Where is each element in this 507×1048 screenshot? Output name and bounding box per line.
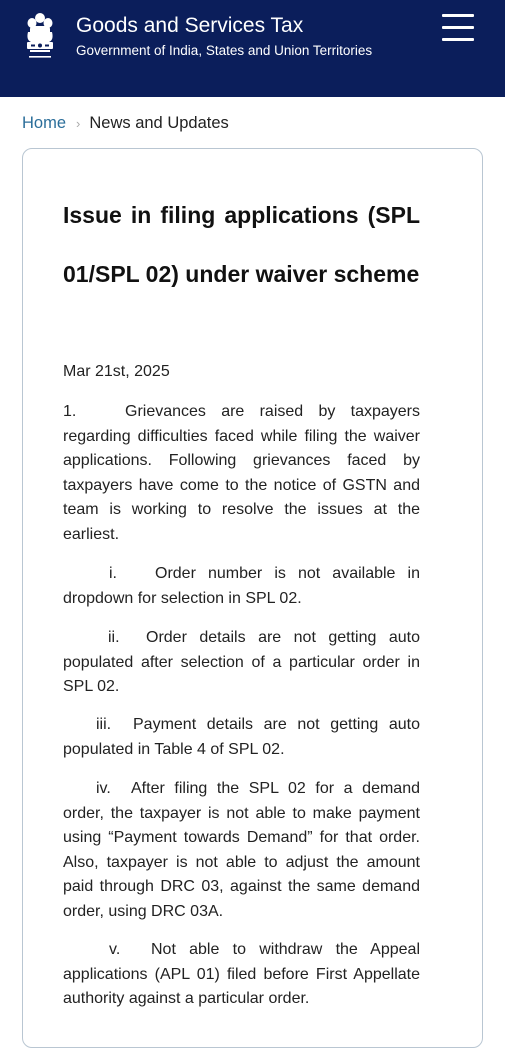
- breadcrumb-current: News and Updates: [89, 114, 229, 132]
- article-title: Issue in filing applications (SPL 01/SPL 02) under waiver scheme: [63, 202, 420, 287]
- grievance-text: After filing the SPL 02 for a demand order, the taxpayer is not able to make payment using “Payment towards Demand” for that order. Also, taxpayer is not able to adjust the amount paid through DRC 03, against the same demand order, using DRC 03A.: [63, 780, 420, 920]
- national-emblem-icon[interactable]: [22, 12, 58, 64]
- paragraph-marker: 1.: [63, 403, 77, 420]
- article-intro-paragraph: [63, 400, 420, 547]
- chevron-right-icon: ›: [76, 116, 81, 131]
- grievance-text: Order details are not getting auto populated after selection of a particular order in SPL 02.: [63, 629, 420, 695]
- hamburger-menu-icon[interactable]: [440, 12, 476, 44]
- grievance-marker: i.: [109, 565, 117, 582]
- grievance-item: [63, 938, 420, 1012]
- site-header: [0, 0, 505, 97]
- site-subtitle: Government of India, States and Union Territories: [76, 43, 373, 58]
- grievance-text: Order number is not available in dropdown for selection in SPL 02.: [63, 565, 420, 607]
- paragraph-text: Grievances are raised by taxpayers regarding difficulties faced while filing the waiver applications. Following grievances faced by taxpayers have come to the notice of GSTN and team is working to resolve the issues at the earliest.: [63, 403, 420, 543]
- grievance-item: [63, 777, 420, 924]
- breadcrumb: [22, 114, 229, 133]
- grievance-text: Not able to withdraw the Appeal applications (APL 01) filed before First Appellate authority against a particular order.: [63, 941, 420, 1007]
- grievance-marker: ii.: [108, 629, 120, 646]
- grievance-marker: iv.: [96, 780, 111, 797]
- site-title[interactable]: Goods and Services Tax: [76, 14, 304, 37]
- grievance-marker: iii.: [96, 716, 112, 733]
- grievance-item: [63, 562, 420, 611]
- grievance-marker: v.: [109, 941, 121, 958]
- breadcrumb-home-link[interactable]: Home: [22, 114, 67, 132]
- grievance-text: Payment details are not getting auto populated in Table 4 of SPL 02.: [63, 716, 420, 758]
- grievance-item: [63, 713, 420, 762]
- article-date: Mar 21st, 2025: [63, 363, 170, 380]
- grievance-item: [63, 626, 420, 700]
